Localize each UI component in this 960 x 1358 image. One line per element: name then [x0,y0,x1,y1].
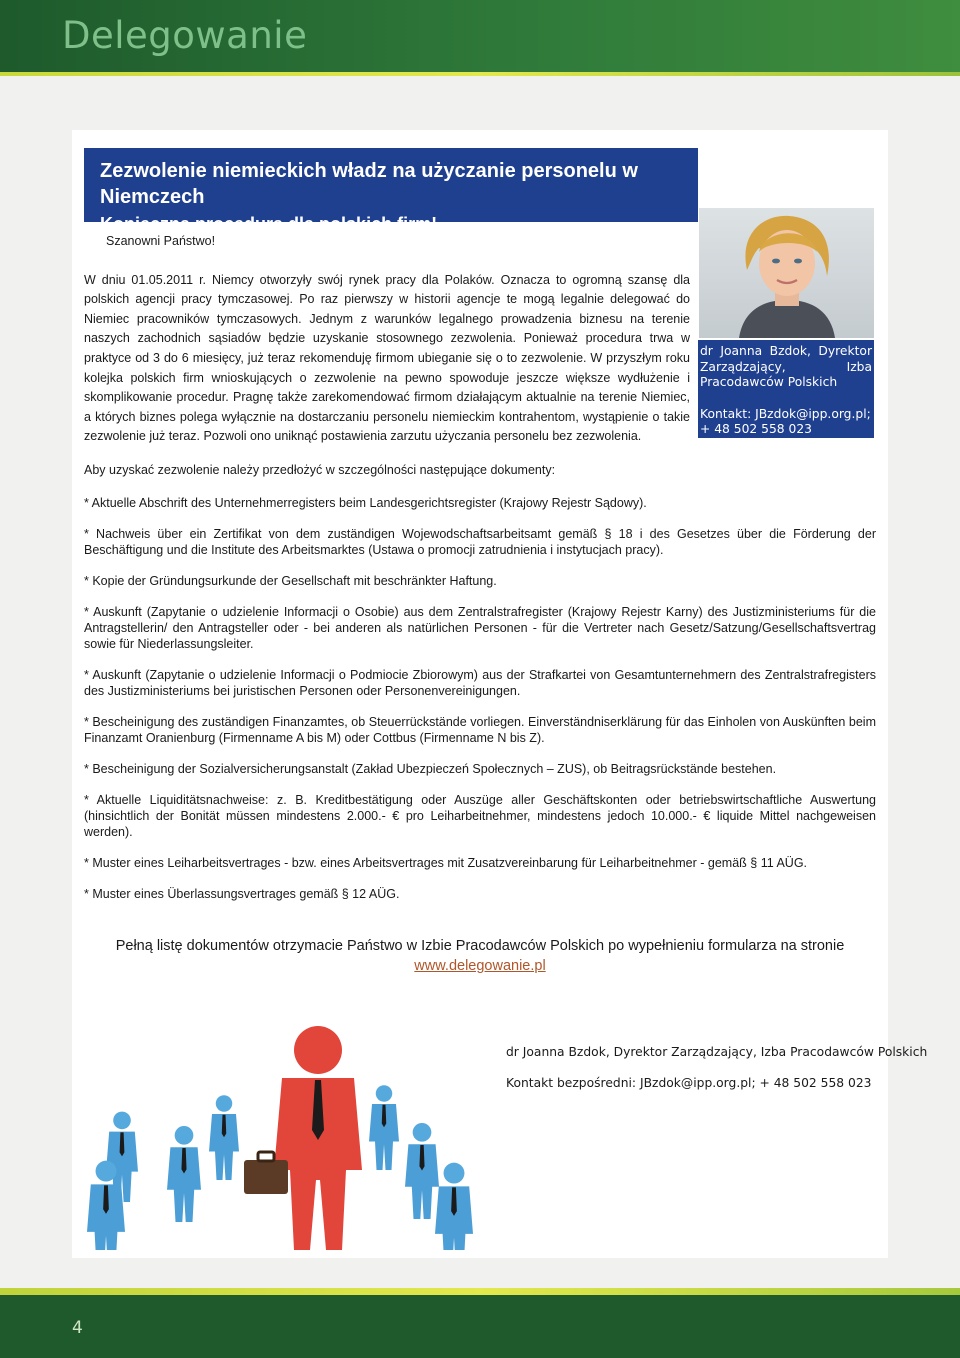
author-name-role: dr Joanna Bzdok, Dyrektor Zarządzający, Izba Pracodawców Polskich [700,344,872,389]
intro-text [84,232,690,447]
documents-list [84,462,876,917]
section-title: Delegowanie [62,14,308,57]
document-item: * Muster eines Leiharbeitsvertrages - bzw. eines Arbeitsvertrages mit Zusatzvereinbarung für Leiharbeitnehmer - gemäß § 11 AÜG. [84,856,808,870]
documents-lead: Aby uzyskać zezwolenie należy przedłożyć w szczególności następujące dokumenty: [84,463,556,477]
article-title: Zezwolenie niemieckich władz na użyczanie personelu w Niemczech [100,160,638,208]
document-item: * Bescheinigung des zuständigen Finanzamtes, ob Steuerrückstände vorliegen. Einverständniserklärung für das Einholen von Auskünften beim Finanzamt Oranienburg (Firmenname A bis M) oder Cottbus (Firmenname N bis Z). [84,715,876,745]
business-people-illustration [84,1020,490,1250]
intro-body: W dniu 01.05.2011 r. Niemcy otworzyły swój rynek pracy dla Polaków. Oznacza to ogromną szansę dla polskich agencji pracy tymczasowej. Po raz pierwszy w historii agencje te mogą legalnie delegować do Niemiec pracowników tymczasowych. Jednym z warunków legalnego prowadzenia biznesu na terenie naszych zachodnich sąsiadów będzie uzyskanie stosownego zezwolenia. Ponieważ procedura trwa w praktyce od 3 do 6 miesięcy, już teraz rekomenduję firmom ubieganie się o to zezwolenie. W przyszłym roku kolejka polskich firm wnioskujących o zezwolenie na pewno spowoduje jeszcze większe wydłużenie i skomplikowanie procedur. Pragnę także zarekomendować firmom działającym aktualnie na terenie Niemiec, a których biznes polega wyłącznie na dostarczaniu personelu niemieckim kontrahentom, wystąpienie o takie zezwolenie już teraz. Pozwoli ono uniknąć postawienia zarzutu użyczania personelu bez zezwolenia. [84,272,690,444]
greeting: Szanowni Państwo! [106,234,216,248]
website-link[interactable]: www.delegowanie.pl [414,958,546,974]
promo-block [84,936,876,976]
author-profile-box [698,340,874,438]
author-contact: Kontakt: JBzdok@ipp.org.pl; + 48 502 558 023 [700,406,871,436]
document-item: * Bescheinigung der Sozialversicherungsanstalt (Zakład Ubezpieczeń Społecznych – ZUS), ob Beitragsrückstände bestehen. [84,762,777,776]
portrait-illustration [699,208,874,338]
header-stripe [0,72,960,76]
document-item: * Auskunft (Zapytanie o udzielenie Informacji o Podmiocie Zbiorowym) aus der Strafkartei von Gesamtunternehmern des Zentralstrafregisters des Justizministeriums bei juristischen Personen oder Personenvereinigungen. [84,668,876,698]
author-photo [699,208,874,338]
promo-text: Pełną listę dokumentów otrzymacie Państwo w Izbie Pracodawców Polskich po wypełnieniu formularza na stronie [115,938,845,954]
footer-stripe [0,1288,960,1295]
signature-contact: Kontakt bezpośredni: JBzdok@ipp.org.pl; + 48 502 558 023 [506,1076,872,1090]
document-item: * Auskunft (Zapytanie o udzielenie Informacji o Osobie) aus dem Zentralstrafregister (Krajowy Rejestr Karny) des Justizministeriums für die Antragstellerin/ den Antragsteller oder - bei anderen als natürlichen Personen - für die Vertreter nach Gesetz/Satzung/Gesellschaftsvertrag sowie für Niederlassungsleiter. [84,605,876,651]
document-item: * Aktuelle Abschrift des Unternehmerregisters beim Landesgerichtsregister (Krajowy Rejestr Sądowy). [84,496,647,510]
article-subtitle: Konieczna procedura dla polskich firm! [100,214,438,234]
page-number: 4 [72,1318,83,1338]
document-item: * Aktuelle Liquiditätsnachweise: z. B. Kreditbestätigung oder Auszüge aller Geschäftskonten oder betriebswirtschaftliche Auswertung (hinsichtlich der Bonität müssen mindestens 2.000.- € pro Leiharbeitnehmer, mindestens jedoch 10.000.- € liquide Mittel nachgeweisen werden). [84,793,876,839]
signature-name: dr Joanna Bzdok, Dyrektor Zarządzający, Izba Pracodawców Polskich [506,1045,928,1059]
document-item: * Muster eines Überlassungsvertrages gemäß § 12 AÜG. [84,887,400,901]
document-item: * Nachweis über ein Zertifikat von dem zuständigen Wojewodschaftsarbeitsamt gemäß § 18 i des Gesetzes über die Förderung der Beschäftigung und die Institute des Arbeitsmarktes (Ustawa o promocji zatrudnienia i instytucjach pracy). [84,527,876,557]
article-banner [84,148,698,234]
document-item: * Kopie der Gründungsurkunde der Gesellschaft mit beschränkter Haftung. [84,574,497,588]
footer-bar [0,1288,960,1358]
